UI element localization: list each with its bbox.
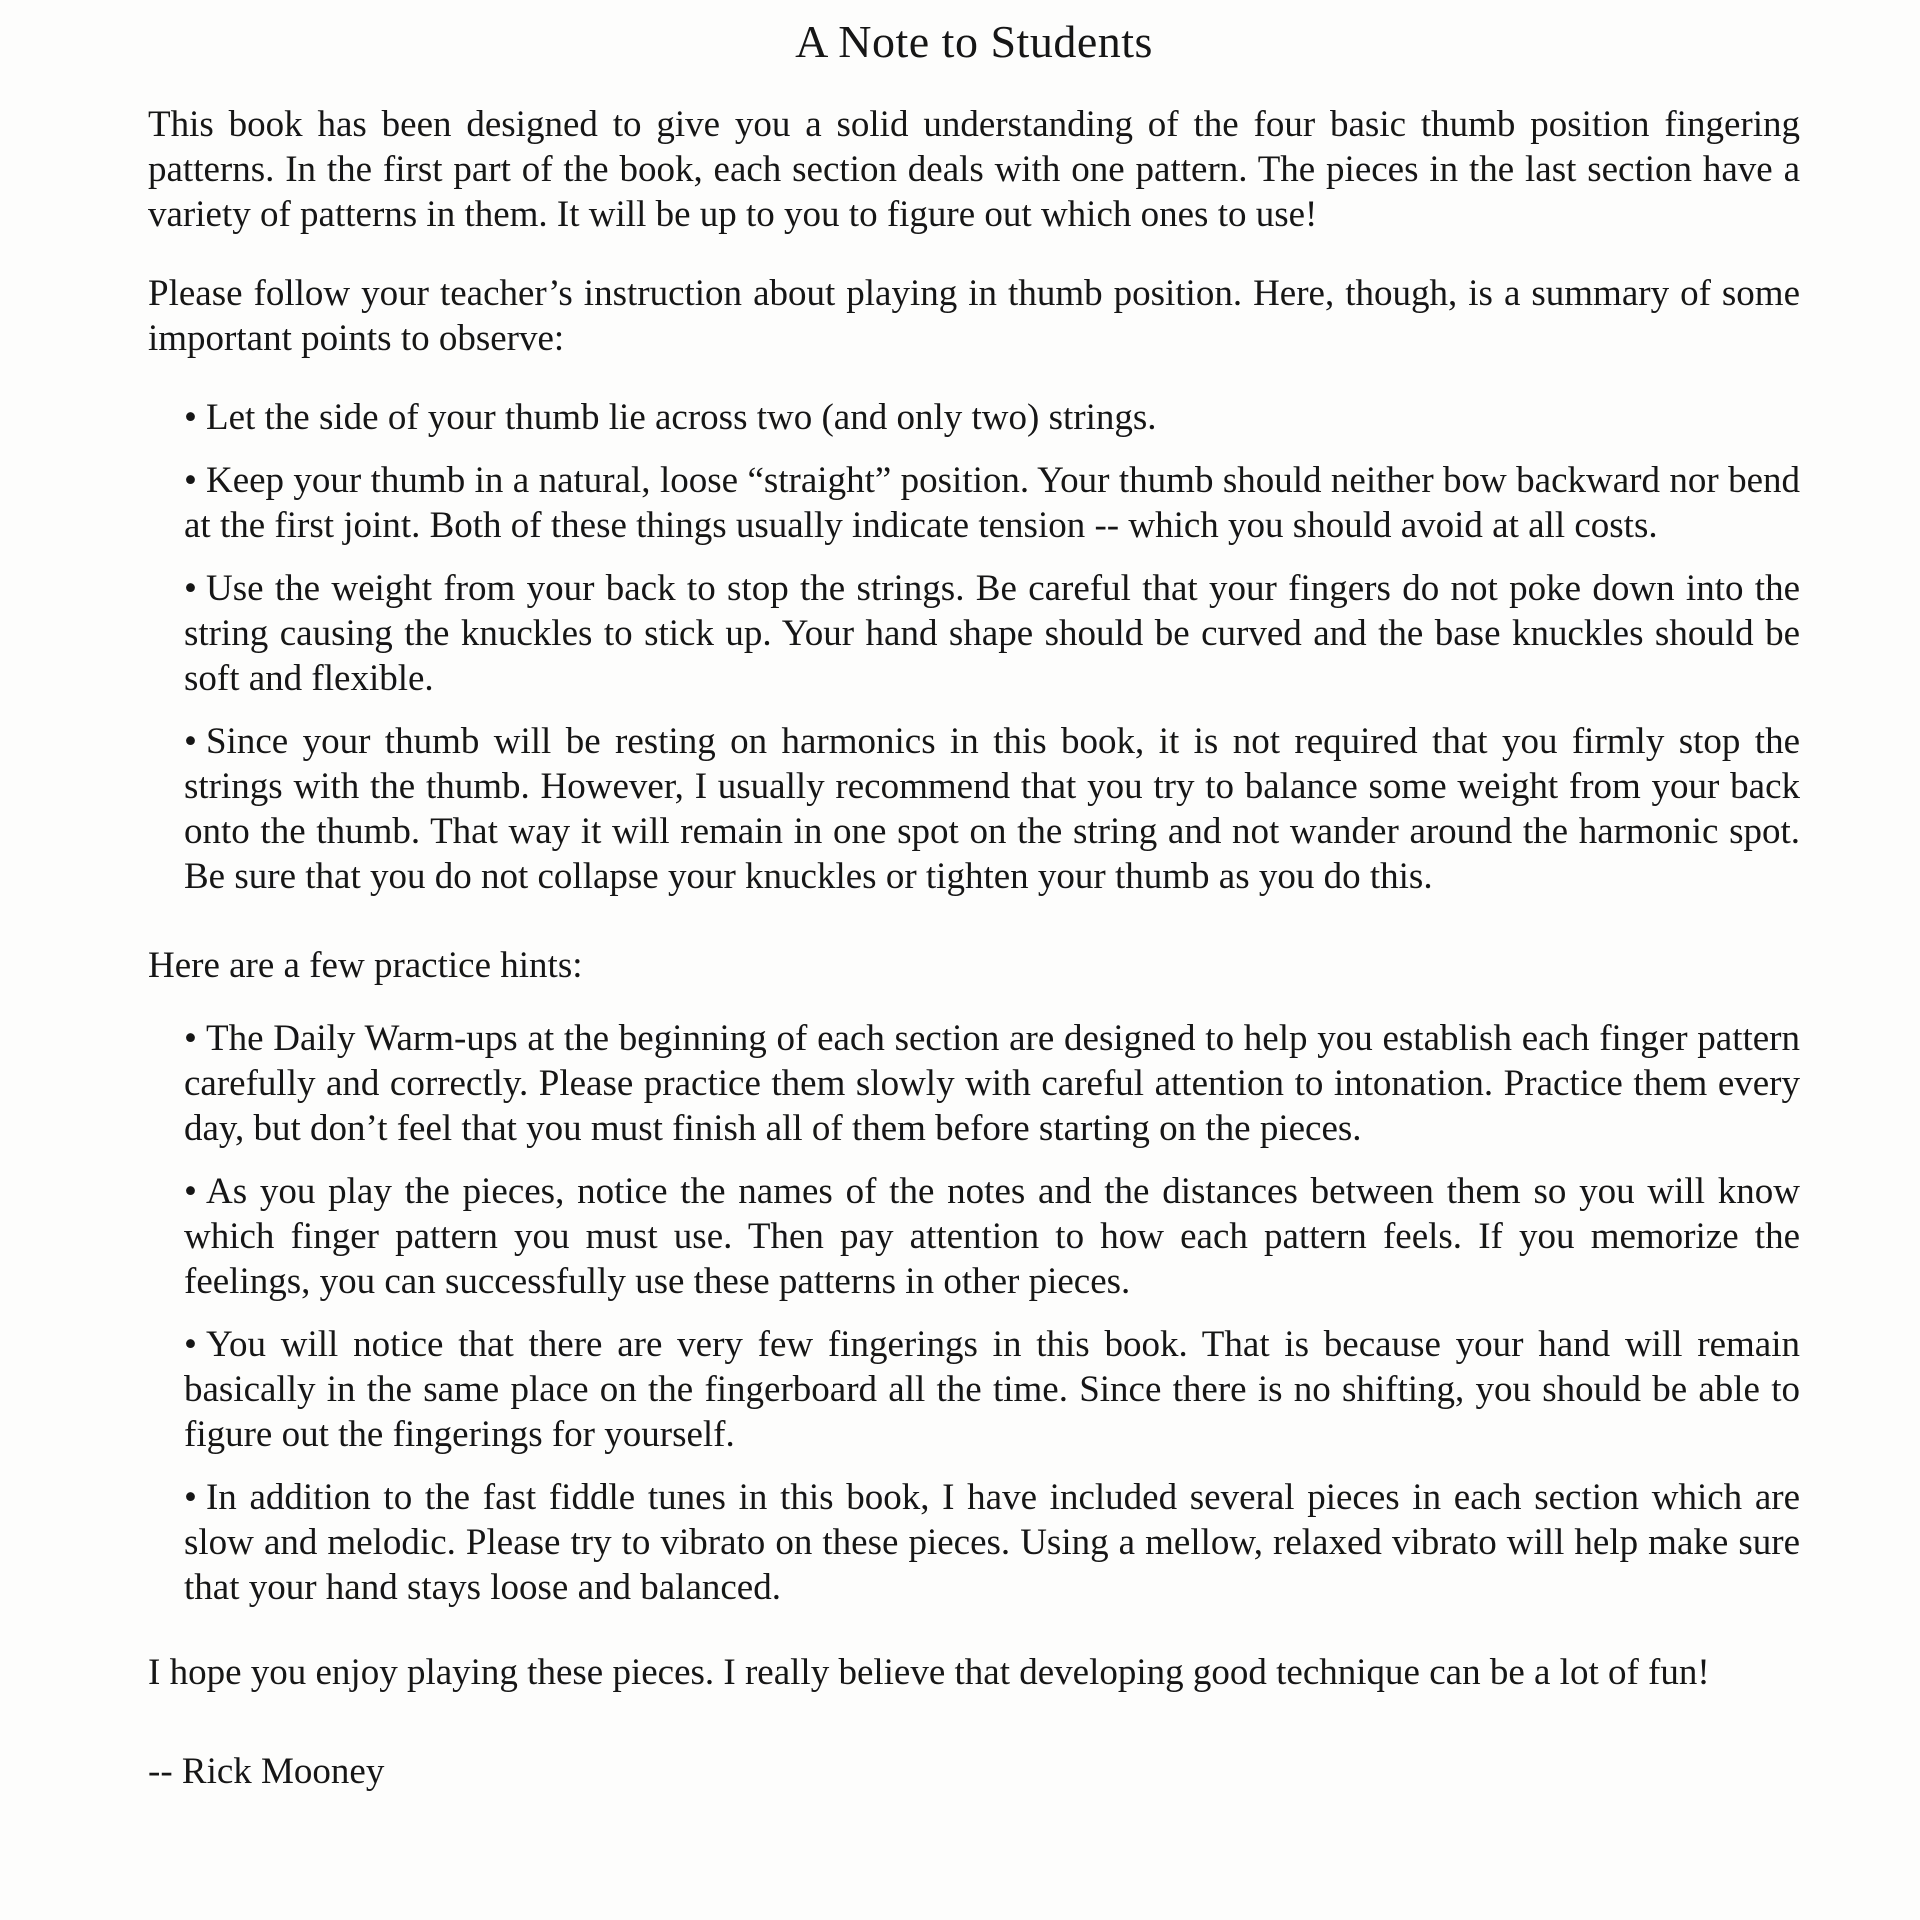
bullet-text: Since your thumb will be resting on harmonics in this book, it is not required that you firmly stop the strings with the thumb. However, I usually recommend that you try to balance some weight from your back onto the thumb. That way it will remain in one spot on the string and not wander around the harmonic spot. Be sure that you do not collapse your knuckles or tighten your thumb as you do this. xyxy=(184,721,1800,897)
thumb-position-points-list xyxy=(148,395,1800,899)
author-signature: -- Rick Mooney xyxy=(148,1751,385,1792)
bullet-icon: • xyxy=(184,460,197,501)
intro-paragraph-2: Please follow your teacher’s instruction about playing in thumb position. Here, though, is a summary of some important points to observe: xyxy=(148,273,1800,359)
bullet-text: Let the side of your thumb lie across two (and only two) strings. xyxy=(205,397,1157,438)
bullet-item xyxy=(184,1169,1800,1304)
bullet-icon: • xyxy=(184,397,197,438)
bullet-text: As you play the pieces, notice the names of the notes and the distances between them so you will know which finger pattern you must use. Then pay attention to how each pattern feels. If you memorize the feelings, you can successfully use these patterns in other pieces. xyxy=(184,1171,1800,1302)
bullet-item xyxy=(184,1016,1800,1151)
bullet-text: Keep your thumb in a natural, loose “straight” position. Your thumb should neither bow backward nor bend at the first joint. Both of these things usually indicate tension -- which you should avoid at all costs. xyxy=(184,460,1800,546)
bullet-icon: • xyxy=(184,1171,197,1212)
bullet-icon: • xyxy=(184,1324,197,1365)
practice-hints-heading: Here are a few practice hints: xyxy=(148,945,583,986)
bullet-item xyxy=(184,395,1800,440)
bullet-item xyxy=(184,1475,1800,1610)
bullet-icon: • xyxy=(184,1477,197,1518)
intro-paragraph-1: This book has been designed to give you a solid understanding of the four basic thumb position fingering patterns. In the first part of the book, each section deals with one pattern. The pieces in the last section have a variety of patterns in them. It will be up to you to figure out which ones to use! xyxy=(148,104,1800,235)
bullet-item xyxy=(184,458,1800,548)
bullet-icon: • xyxy=(184,1018,197,1059)
bullet-item xyxy=(184,1322,1800,1457)
bullet-item xyxy=(184,566,1800,701)
closing-paragraph: I hope you enjoy playing these pieces. I really believe that developing good technique can be a lot of fun! xyxy=(148,1652,1710,1693)
bullet-text: The Daily Warm-ups at the beginning of each section are designed to help you establish each finger pattern carefully and correctly. Please practice them slowly with careful attention to intonation. Practice them every day, but don’t feel that you must finish all of them before starting on the pieces. xyxy=(184,1018,1800,1149)
bullet-icon: • xyxy=(184,721,197,762)
bullet-item xyxy=(184,719,1800,899)
bullet-text: In addition to the fast fiddle tunes in this book, I have included several pieces in each section which are slow and melodic. Please try to vibrato on these pieces. Using a mellow, relaxed vibrato will help make sure that your hand stays loose and balanced. xyxy=(184,1477,1800,1608)
bullet-text: Use the weight from your back to stop the strings. Be careful that your fingers do not poke down into the string causing the knuckles to stick up. Your hand shape should be curved and the base knuckles should be soft and flexible. xyxy=(184,568,1800,699)
bullet-text: You will notice that there are very few fingerings in this book. That is because your hand will remain basically in the same place on the fingerboard all the time. Since there is no shifting, you should be able to figure out the fingerings for yourself. xyxy=(184,1324,1800,1455)
practice-hints-list xyxy=(148,1016,1800,1610)
bullet-icon: • xyxy=(184,568,197,609)
page-title: A Note to Students xyxy=(795,16,1153,67)
